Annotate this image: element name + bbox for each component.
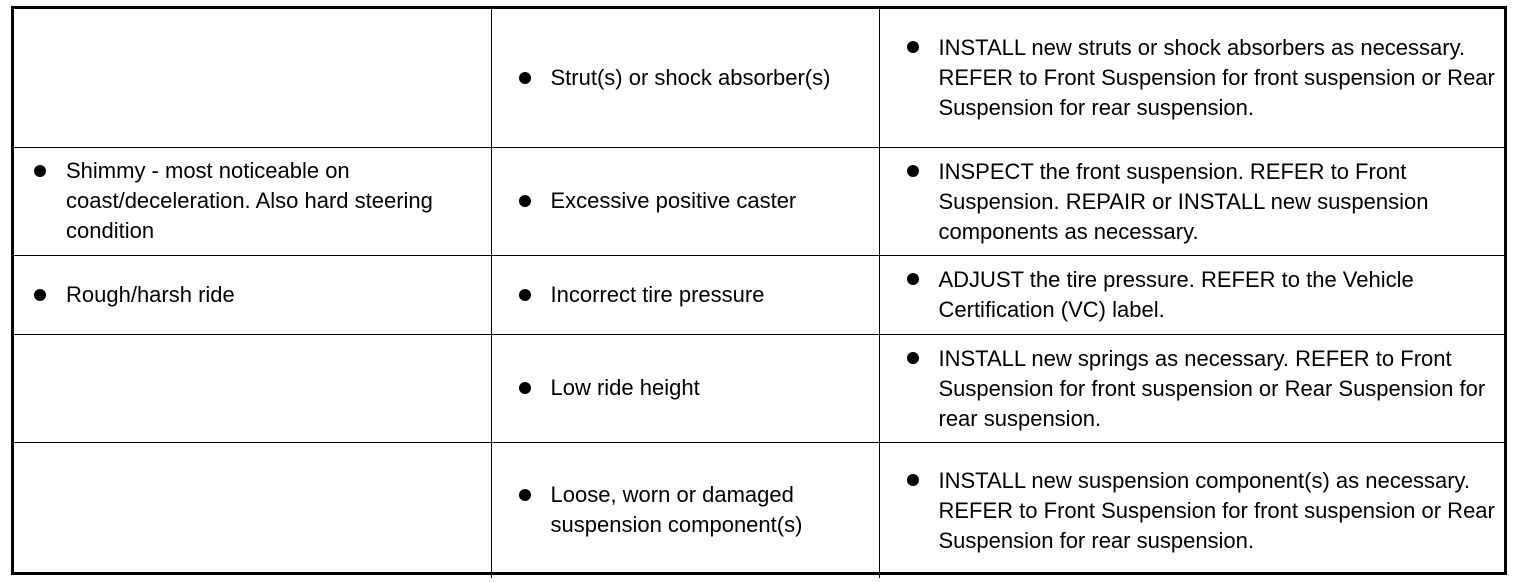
bullet-icon	[519, 289, 531, 301]
cause-cell	[491, 442, 879, 578]
table-row	[14, 147, 1504, 255]
bullet-icon	[907, 474, 919, 486]
action-cell	[879, 147, 1504, 255]
action-cell	[879, 334, 1504, 442]
cause-text: Excessive positive caster	[550, 188, 797, 213]
cause-item	[492, 373, 879, 403]
action-item	[880, 343, 1505, 434]
bullet-icon	[907, 165, 919, 177]
action-item	[880, 156, 1505, 247]
cause-item	[492, 186, 879, 216]
action-text: INSTALL new springs as necessary. REFER to Front Suspension for front suspension or Rear Suspension for rear suspension.	[938, 345, 1486, 431]
cause-item	[492, 280, 879, 310]
action-text: INSTALL new struts or shock absorbers as necessary. REFER to Front Suspension for front suspension or Rear Suspension for rear suspension.	[938, 35, 1495, 121]
bullet-icon	[519, 489, 531, 501]
bullet-icon	[34, 289, 46, 301]
cause-text: Strut(s) or shock absorber(s)	[550, 64, 831, 90]
bullet-icon	[907, 273, 919, 285]
table-row	[14, 442, 1504, 578]
bullet-icon	[519, 195, 531, 207]
action-item	[880, 264, 1505, 325]
symptom-chart	[14, 9, 1504, 578]
bullet-icon	[907, 352, 919, 364]
action-text: ADJUST the tire pressure. REFER to the Vehicle Certification (VC) label.	[938, 267, 1414, 322]
cause-cell	[491, 9, 879, 147]
action-item	[880, 465, 1505, 556]
cause-text: Low ride height	[550, 375, 700, 400]
table-row	[14, 9, 1504, 147]
cause-item	[492, 480, 879, 540]
cause-cell	[491, 255, 879, 334]
cause-item	[492, 63, 879, 93]
action-text: INSTALL new suspension component(s) as necessary. REFER to Front Suspension for front suspension or Rear Suspension for rear suspension.	[938, 467, 1495, 553]
condition-cell	[14, 147, 491, 255]
table-row	[14, 255, 1504, 334]
table-row	[14, 334, 1504, 442]
bullet-icon	[907, 41, 919, 53]
diagnosis-table	[11, 6, 1507, 575]
action-item	[880, 32, 1505, 123]
condition-item	[14, 156, 491, 246]
cause-text: Incorrect tire pressure	[550, 281, 765, 307]
condition-text: Rough/harsh ride	[66, 281, 235, 307]
condition-text: Shimmy - most noticeable on coast/deceleration. Also hard steering condition	[66, 158, 433, 243]
action-cell	[879, 9, 1504, 147]
cause-cell	[491, 334, 879, 442]
condition-item	[14, 280, 491, 310]
condition-cell	[14, 334, 491, 442]
cause-text: Loose, worn or damaged suspension component(s)	[550, 482, 803, 538]
bullet-icon	[519, 382, 531, 394]
condition-cell	[14, 442, 491, 578]
cause-cell	[491, 147, 879, 255]
bullet-icon	[519, 72, 531, 84]
action-cell	[879, 255, 1504, 334]
action-text: INSPECT the front suspension. REFER to Front Suspension. REPAIR or INSTALL new suspension components as necessary.	[938, 158, 1429, 244]
bullet-icon	[34, 165, 46, 177]
action-cell	[879, 442, 1504, 578]
condition-cell	[14, 255, 491, 334]
condition-cell	[14, 9, 491, 147]
